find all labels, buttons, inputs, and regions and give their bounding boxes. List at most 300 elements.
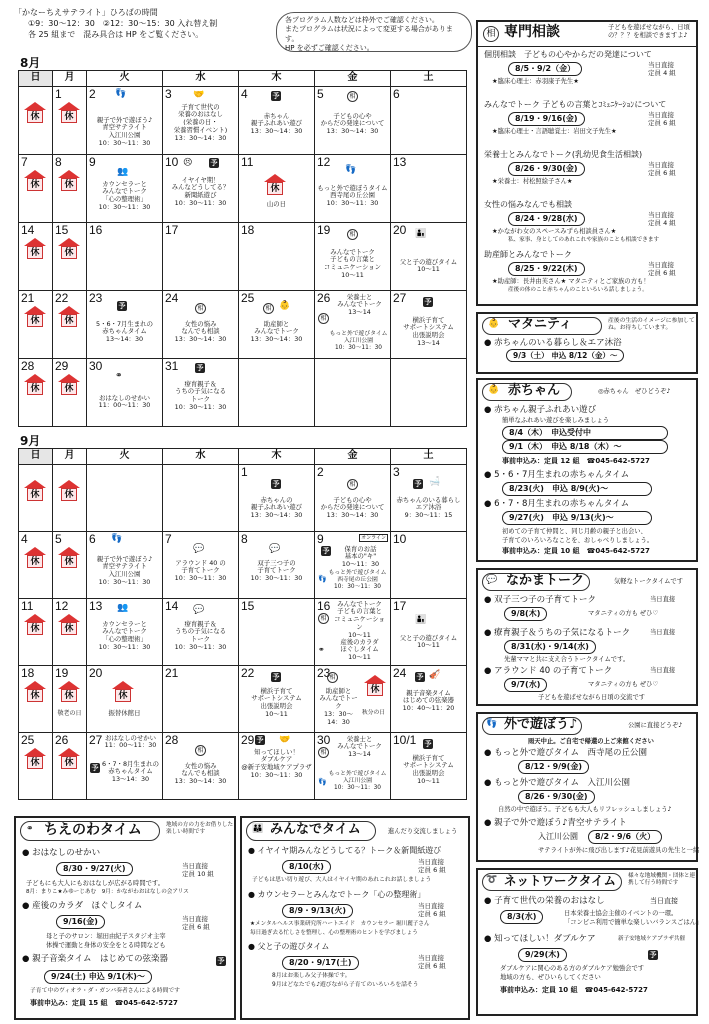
day-number: 30 (89, 358, 103, 373)
ring-icon: ⚭ (26, 824, 34, 834)
chie-item: ● 産後のカラダ ほぐしタイム (22, 901, 143, 911)
footprint-icon: 👣 (318, 777, 327, 786)
weekday-mon: 月 (53, 71, 87, 87)
senmon-date: 8/24・9/28(水) (508, 212, 585, 226)
minna-tag: 当日直接 定員 6 組 (418, 954, 446, 971)
day-number: 17 (165, 222, 179, 237)
senmon-tag: 当日直接 定員 6 組 (648, 161, 676, 178)
senmon-date: 8/26・9/30(金) (508, 162, 585, 176)
day-cell (391, 154, 467, 222)
weekday-wed: 水 (163, 449, 239, 465)
senmon-staff: ★臨床心理士：赤羽康子先生★ (492, 78, 579, 85)
event: 横浜子育て サポートシステム 出張説明会 10～11 (403, 753, 454, 785)
talk-icon: 💬 (193, 543, 205, 554)
closed-icon: 休 (25, 550, 45, 570)
day-number: 1 (241, 464, 248, 479)
day-cell (19, 598, 53, 665)
closed-icon: 休 (25, 173, 45, 193)
event: 知ってほしい！ ダブルケア @新子安地域ケアプラザ 10：30～11：30 (241, 747, 312, 779)
header-line: 各 25 組まで 混み具合は HP をご覧ください。 (28, 29, 204, 39)
day-number: 1 (55, 86, 62, 101)
closed-icon: 休 (25, 241, 45, 261)
weekday-thu: 木 (239, 449, 315, 465)
baby-item-desc: 子育てのいろいろなことを、おしゃべりしましょう。 (502, 537, 654, 544)
network-date: 8/3(水) (500, 910, 543, 924)
closed-icon: 休 (59, 241, 79, 261)
event: 栄養士と みんなでトーク 13～14 (337, 734, 382, 759)
reservation-icon: 予 (424, 297, 432, 306)
event: 療育親子＆ うちの子気になる トーク 10：30～11：30 (174, 379, 227, 411)
day-cell (53, 358, 87, 426)
senmon-tag: 当日直接 定員 4 組 (648, 211, 676, 228)
chie-panel (14, 816, 236, 1020)
soto-item: ● もっと外で遊びタイム 西寺尾の丘公園 (484, 748, 647, 758)
day-number: 27 (89, 732, 103, 747)
day-cell (53, 464, 87, 531)
day-cell (163, 86, 239, 154)
day-number: 9 (317, 531, 324, 546)
reservation-icon: 予 (416, 672, 424, 681)
consult-icon: 相 (347, 91, 358, 102)
nakama-date: 9/8(木) (504, 607, 547, 621)
day-number: 28 (165, 732, 179, 747)
soto-title: 外で遊ぼう♪ (504, 717, 578, 732)
soto-desc: 自然の中で遊ぼう。子どもも大人もリフレッシュしましょう♪ (498, 806, 672, 813)
day-cell (53, 531, 87, 598)
closed-icon: 休 (25, 105, 45, 125)
day-cell (315, 222, 391, 290)
reservation-icon: 予 (210, 158, 218, 167)
reservation-icon: 予 (414, 479, 422, 488)
soto-date: 8/12・9/9(金) (518, 760, 589, 774)
day-cell (239, 464, 315, 531)
senmon-item: 個別相談 子どもの心やからだの発達について (484, 50, 652, 59)
bath-icon: 🛁 (429, 476, 441, 487)
soto-date: 8/26・9/30(金) (518, 790, 595, 804)
day-number: 21 (165, 665, 179, 680)
day-cell (315, 665, 391, 732)
nakama-desc: 先輩ママと共に支え合うトークタイムです。 (504, 656, 630, 663)
day-number: 24 (393, 665, 407, 680)
event: カウンセラーと みんなでトーク 「心の整理術」 10：30～11：30 (98, 619, 151, 651)
event: 赤ちゃん 親子ふれあい遊び 13：30～14：30 (250, 111, 303, 136)
baby-title: 赤ちゃん (508, 383, 561, 398)
event: もっと外で遊びタイム 入江川公園 10：30～11：30 (328, 770, 387, 791)
event: 療育親子＆ うちの子気になる トーク 10：30～11：30 (174, 619, 227, 651)
closed-icon: 休 (59, 483, 79, 503)
day-cell (87, 598, 163, 665)
minna-tag: 当日直接 定員 6 組 (418, 902, 446, 919)
senmon-date: 8/25・9/22(木) (508, 262, 585, 276)
event: おはなしのせかい 11：00～11：30 (98, 393, 151, 410)
day-number: 14 (21, 222, 35, 237)
network-desc: 地域の方も、ぜひいらしてください (500, 974, 601, 981)
day-number: 26 (317, 290, 331, 305)
chie-date: 9/16(金) (56, 915, 105, 929)
weekday-fri: 金 (315, 71, 391, 87)
day-cell (19, 290, 53, 358)
day-cell (53, 732, 87, 799)
closed-icon: 休 (59, 377, 79, 397)
network-tag: 新子安地域ケアプラザ共催 (618, 936, 686, 942)
closed-icon: 休 (59, 105, 79, 125)
event: カウンセラーと みんなでトーク 「心の整理術」 10：30～11：30 (98, 179, 151, 211)
reservation-icon: 予 (196, 363, 204, 372)
day-cell (163, 732, 239, 799)
father-child-icon: 👨‍👦 (415, 614, 427, 625)
baby-contact: 事前申込み：定員 12 組 ☎045-642-5727 (502, 457, 650, 465)
day-number: 10 (165, 154, 179, 169)
event: 産後のカラダ ほぐしタイム 10～11 (340, 637, 379, 662)
day-number: 17 (393, 598, 407, 613)
event: もっと外で遊びタイム 入江川公園 10：30～11：30 (329, 330, 388, 351)
network-item: ● 知ってほしい！ダブルケア (484, 934, 596, 944)
nakama-desc: マタニティの方も ぜひ♡ (588, 610, 659, 617)
day-cell (163, 154, 239, 222)
minna-note: 進んだり交流しましょう (388, 828, 458, 835)
event: イヤイヤ期！ みんなどうしてる？ 新聞紙遊び 10：30～11：30 (171, 175, 230, 207)
senmon-item: みんなでトーク 子どもの言葉とｺﾐｭﾆｹｰｼｮﾝについて (484, 100, 667, 109)
chie-date: 8/30・9/27(火) (56, 862, 133, 876)
day-cell (315, 154, 391, 222)
notice-box (276, 12, 472, 52)
day-cell (163, 598, 239, 665)
senmon-note: 子どもを遊ばせながら、日頃の？？？を相談できますよ♪ (608, 24, 690, 40)
weekday-tue: 火 (87, 449, 163, 465)
day-number: 12 (55, 598, 69, 613)
event: もっと外で遊ぼうタイム 西寺尾の丘公園 10：30～11：30 (317, 183, 388, 208)
baby-date: 9/1（木） 申込 8/18（木）～ (502, 440, 668, 454)
day-number: 4 (241, 86, 248, 101)
weekday-mon: 月 (53, 449, 87, 465)
day-number: 22 (55, 290, 69, 305)
day-number: 11 (21, 598, 34, 613)
day-cell (391, 665, 467, 732)
day-cell (239, 154, 315, 222)
violin-icon: 🎻 (429, 669, 441, 680)
day-number: 18 (21, 665, 35, 680)
closed-icon: 休 (59, 684, 79, 704)
day-number: 31 (165, 358, 179, 373)
senmon-date: 8/5・9/2（金） (508, 62, 582, 76)
father-child-icon: 👨‍👦 (415, 228, 427, 239)
footprint-icon: 👣 (318, 574, 327, 583)
event: 双子三つ子の 子育てトーク 10：30～11：30 (250, 558, 303, 583)
maternity-note: 産後の生活のイメージに参加してね。お待ちしています。 (608, 318, 695, 332)
day-cell (163, 665, 239, 732)
nakama-date: 9/7(水) (504, 678, 547, 692)
soto-place: 入江川公園 (538, 832, 578, 841)
day-cell (53, 665, 87, 732)
day-cell (87, 531, 163, 598)
network-date: 9/29(木) (518, 948, 567, 962)
weekday-sat: 土 (391, 71, 467, 87)
consult-icon: 相 (327, 672, 338, 683)
event: 横浜子育て サポートシステム 出張説明会 10～11 (251, 686, 302, 718)
baby-icon: 👶 (488, 385, 500, 395)
network-desc: ダブルケアに関心のある方のダブルケア勉強会です (500, 965, 645, 972)
senmon-title: 専門相談 (504, 24, 560, 40)
minna-desc: 毎日過ぎ去る忙しさを整理し、心の整理術のヒントを学びましょう (250, 930, 418, 936)
talk-icon: 💬 (486, 575, 498, 585)
nakama-tag: 当日直接 (650, 596, 676, 603)
day-cell (163, 531, 239, 598)
senmon-item: 栄養士とみんなでトーク(乳幼児食生活相談) (484, 150, 643, 159)
day-cell (315, 290, 391, 358)
talk-icon: 💬 (193, 604, 205, 615)
senmon-staff: ★臨床心理士・言語聴覚士：岩田文子先生★ (492, 128, 617, 135)
event: 横浜子育て サポートシステム 出張説明会 13～14 (403, 315, 454, 347)
closed-icon: 休 (265, 177, 285, 197)
day-number: 29 (241, 732, 255, 747)
day-number: 24 (165, 290, 179, 305)
baby-panel (476, 378, 698, 562)
consult-icon: 相 (347, 479, 358, 490)
counselor-icon: 👥 (117, 602, 129, 613)
day-cell (87, 86, 163, 154)
reservation-icon: 予 (649, 951, 657, 959)
weekday-wed: 水 (163, 71, 239, 87)
day-cell (87, 222, 163, 290)
day-cell (163, 464, 239, 531)
ring-icon: ⚭ (318, 644, 325, 654)
event: 5・6・7月生まれの 赤ちゃんタイム 13～14：30 (96, 319, 153, 344)
day-cell (315, 732, 391, 799)
chie-desc: 8月：まりこ★みゆーじあむ 9月：かながわおはなしの会アリス (26, 889, 189, 895)
closed-icon: 休 (59, 173, 79, 193)
event: みんなでトーク 子どもの言葉と コミュニケーション 10～11 (323, 247, 382, 279)
maternity-date: 9/3（土） 申込 8/12（金）～ (506, 349, 624, 362)
senmon-tag: 当日直接 定員 6 組 (648, 111, 676, 128)
day-cell (239, 531, 315, 598)
minna-item: ● イヤイヤ期みんなどうしてる？トーク＆新聞紙遊び (248, 846, 442, 855)
day-cell (163, 290, 239, 358)
day-cell (315, 598, 391, 665)
day-cell (53, 598, 87, 665)
nakama-desc: マタニティの方も ぜひ♡ (588, 681, 659, 688)
baby-contact: 事前申込み：定員 10 組 ☎045-642-5727 (502, 547, 650, 555)
weekday-tue: 火 (87, 71, 163, 87)
counselor-icon: 👥 (117, 166, 129, 177)
day-cell (239, 358, 315, 426)
baby-item: ● 赤ちゃん親子ふれあい遊び (484, 405, 597, 415)
senmon-desc: 私、家事、身としてのあれこれや家族のことも相談できます (508, 237, 660, 243)
baby-date: 8/4（木） 申込受付中 (502, 426, 668, 440)
day-cell (239, 86, 315, 154)
chie-contact: 事前申込み：定員 15 組 ☎045-642-5727 (30, 999, 178, 1007)
day-number: 15 (55, 222, 69, 237)
weekday-sun: 日 (19, 449, 53, 465)
notice-line: またプログラムは状況によって変更する場合があります。 (285, 25, 453, 43)
day-number: 23 (89, 290, 103, 305)
day-number: 26 (55, 732, 69, 747)
minna-tag: 当日直接 定員 6 組 (418, 858, 446, 875)
baby-note: ◎赤ちゃん ぜひどうぞ♪ (598, 388, 671, 395)
day-number: 25 (21, 732, 35, 747)
minna-date: 8/10(水) (282, 860, 331, 874)
closed-icon: 休 (25, 377, 45, 397)
event: 父と子の遊びタイム 10～11 (399, 257, 458, 274)
baby-date: 9/27(火) 申込 9/13(火)～ (502, 511, 652, 525)
weekday-sun: 日 (19, 71, 53, 87)
day-cell (391, 464, 467, 531)
network-icon: ➰ (486, 875, 498, 885)
september-calendar (18, 448, 467, 800)
minna-desc: 9月はどなたでも♪遊びながら子育てのいろいろを話そう (272, 982, 419, 988)
weekday-thu: 木 (239, 71, 315, 87)
nakama-title: なかまトーク (506, 573, 585, 588)
august-label: 8月 (20, 56, 41, 70)
event: 栄養士と みんなでトーク 13～14 (337, 292, 382, 317)
reservation-icon: 予 (272, 672, 280, 681)
chie-desc: 子どもにも大人にもおはなしが広がる時間です。 (26, 880, 165, 887)
consult-icon: 相 (318, 613, 329, 624)
closed-icon: 休 (59, 550, 79, 570)
day-number: 18 (241, 222, 255, 237)
reservation-icon: 予 (424, 739, 432, 748)
closed-icon: 休 (25, 751, 45, 771)
day-cell (19, 665, 53, 732)
reservation-icon: 予 (217, 957, 225, 965)
closed-icon: 休 (59, 309, 79, 329)
day-cell (87, 665, 163, 732)
day-number: 19 (317, 222, 331, 237)
handshake-icon: 🤝 (279, 734, 291, 745)
network-panel (476, 868, 703, 1016)
day-number: 3 (165, 86, 172, 101)
day-cell (391, 732, 467, 799)
network-desc: 「コンビニ利用で簡単な楽しいバランスごはん」 (564, 919, 703, 926)
network-contact: 事前申込み：定員 10 組 ☎045-642-5727 (500, 986, 648, 994)
event: もっと外で遊びタイム 西寺尾の丘公園 10：30～11：30 (328, 569, 387, 590)
day-number: 7 (21, 154, 28, 169)
day-number: 13 (393, 154, 407, 169)
day-cell (87, 154, 163, 222)
baby-date: 8/23(火) 申込 8/9(火)～ (502, 482, 652, 496)
event: 保育のお話 基本の"キ" 10～11：30 (341, 544, 380, 569)
chie-tag: 当日直接 定員 6 組 (182, 915, 210, 932)
day-number: 2 (89, 86, 96, 101)
closed-icon: 休 (25, 309, 45, 329)
day-cell (19, 464, 53, 531)
day-cell (239, 732, 315, 799)
day-number: 9 (89, 154, 96, 169)
baby-icon: 👶 (279, 300, 291, 311)
day-cell (239, 598, 315, 665)
network-item: ● 子育て世代の栄養のおはなし (484, 896, 605, 906)
child-icon: 😣 (183, 157, 193, 168)
nakama-note: 気軽なトークタイムです (614, 578, 684, 585)
day-number: 23 (317, 665, 331, 680)
notice-line: 各プログラム人数などは枠外でご確認ください。 (285, 16, 439, 24)
event: 赤ちゃんのいる暮らし エア沐浴 9：30～11：15 (396, 495, 461, 520)
august-calendar (18, 70, 467, 427)
event: 助産師と みんなでトーク 13：30～14：30 (250, 319, 303, 344)
soto-date: 8/2・9/6（火） (588, 830, 662, 844)
minna-date: 8/20・9/17(土) (282, 956, 359, 970)
nakama-desc: 子どもを遊ばせながら日頃の交流です (538, 694, 646, 701)
soto-item: ● 親子で外で遊ぼう♪青空サテライト (484, 818, 627, 828)
day-number: 20 (393, 222, 407, 237)
senmon-staff: ★栄養士：村松照絵子さん★ (492, 178, 573, 185)
day-cell (239, 665, 315, 732)
day-number: 8 (241, 531, 248, 546)
baby-item-desc: 初めての子育て仲間と、同じ月齢の親子と出会い、 (502, 528, 647, 535)
network-title: ネットワークタイム (504, 873, 617, 888)
baby-item: ● 6・7・8月生まれの赤ちゃんタイム (484, 499, 630, 509)
event: 女性の悩み なんでも相談 13：30～14：30 (174, 761, 227, 786)
day-number: 16 (89, 222, 103, 237)
day-number: 29 (55, 358, 69, 373)
minna-item: ● 父と子の遊びタイム (248, 942, 330, 951)
header-info (14, 8, 284, 40)
baby-icon: 👶 (488, 319, 500, 329)
event: みんなでトーク 子どもの言葉と コミュニケーション 10～11 (334, 599, 385, 639)
consult-icon: 相 (263, 303, 274, 314)
weekday-sat: 土 (391, 449, 467, 465)
day-number: 6 (89, 531, 96, 546)
talk-icon: 💬 (269, 543, 281, 554)
reservation-icon: 予 (322, 546, 330, 555)
day-number: 14 (165, 598, 179, 613)
network-note: 様々な地域機関・団体と連携して行う時間です (628, 873, 696, 886)
day-number: 5 (317, 86, 324, 101)
header-line: ①9：30～12：30 ②12：30～15：30 入れ替え制 (28, 18, 218, 28)
day-number: 7 (165, 531, 172, 546)
day-number: 13 (89, 598, 103, 613)
minna-title: みんなでタイム (270, 822, 361, 837)
chie-item: ● 親子音楽タイム はじめての弦楽器 (22, 954, 168, 964)
day-cell (19, 531, 53, 598)
event: 親子で外で遊ぼう♪ 青空サテライト 入江川公園 10：30～11：30 (96, 554, 153, 586)
senmon-item: 女性の悩みなんでも相談 (484, 200, 572, 209)
day-number: 4 (21, 531, 28, 546)
ring-icon: ⚭ (115, 370, 123, 381)
event: アラウンド 40 の 子育てトーク 10：30～11：30 (174, 558, 227, 583)
day-cell (87, 290, 163, 358)
day-cell (391, 290, 467, 358)
day-cell (315, 464, 391, 531)
closed-icon: 休 (25, 617, 45, 637)
soto-desc: サテライトが外に飛び出します♪花見前遊具の先生と一緒 (538, 847, 700, 854)
maternity-title: マタニティ (508, 317, 572, 332)
consult-icon: 相 (195, 303, 206, 314)
day-cell (53, 86, 87, 154)
soto-note: 公園に直接どうぞ♪ (628, 722, 683, 729)
day-number: 27 (393, 290, 407, 305)
day-cell (163, 222, 239, 290)
consult-icon: 相 (483, 26, 499, 42)
soto-panel (476, 712, 698, 862)
day-number: 20 (89, 665, 103, 680)
nakama-panel (476, 568, 698, 706)
day-cell (391, 598, 467, 665)
event: 助産師と みんなでトーク 13：30～14：30 (319, 686, 358, 726)
holiday-label: 敬老の日 (57, 709, 82, 717)
baby-item: ● 5・6・7月生まれの赤ちゃんタイム (484, 470, 630, 480)
weekday-fri: 金 (315, 449, 391, 465)
footprint-icon: 👣 (111, 533, 123, 544)
day-cell (391, 358, 467, 426)
chie-desc: 子育て中のヴィオラ・ダ・ガンバ奏者さんによる時間です (30, 988, 180, 994)
nakama-date: 8/31(水)・9/14(水) (504, 640, 596, 654)
people-icon: 👪 (252, 824, 264, 834)
day-number: 19 (55, 665, 69, 680)
chie-note: 地域の方の力をお借りした楽しい時間です (166, 822, 234, 835)
closed-icon: 休 (25, 483, 45, 503)
chie-tag: 当日直接 定員 10 組 (182, 862, 214, 879)
day-cell (391, 222, 467, 290)
